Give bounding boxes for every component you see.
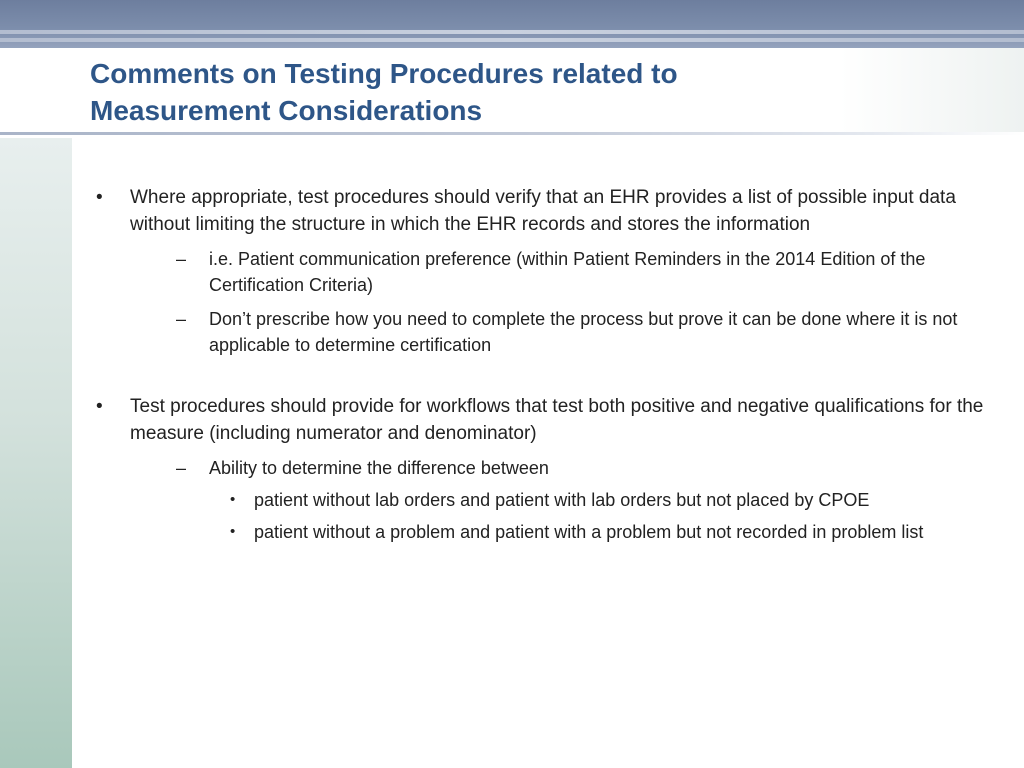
bullet-item xyxy=(96,184,996,358)
top-band xyxy=(0,0,1024,48)
slide-title-line-1: Comments on Testing Procedures related to xyxy=(90,58,678,89)
bullet-marker: • xyxy=(96,396,103,417)
bullet-text: Where appropriate, test procedures should verify that an EHR provides a list of possible input data without limiting the structure in which the EHR records and stores the information xyxy=(130,187,956,235)
bullet-marker: • xyxy=(96,187,103,208)
slide-title xyxy=(90,55,970,129)
left-decorative-bar xyxy=(0,138,72,768)
slide-body xyxy=(96,184,996,545)
dash-marker: – xyxy=(176,249,187,269)
sub-bullet-item xyxy=(130,306,996,358)
top-band-stripe xyxy=(0,38,1024,42)
bullet-text: Test procedures should provide for workflows that test both positive and negative qualifications for the measure (including numerator and denominator) xyxy=(130,396,984,444)
sub-bullet-item xyxy=(130,455,996,481)
slide-title-line-2: Measurement Considerations xyxy=(90,95,483,126)
title-underline xyxy=(0,132,1024,135)
bullet-marker: • xyxy=(230,523,236,540)
bullet-marker: • xyxy=(230,491,236,508)
sub-bullet-item xyxy=(130,246,996,298)
sub-bullet-text: i.e. Patient communication preference (within Patient Reminders in the 2014 Edition of the Certification Criteria) xyxy=(209,249,926,295)
sub-sub-bullet-item xyxy=(130,519,996,545)
sub-bullet-text: Ability to determine the difference between xyxy=(209,458,549,478)
dash-marker: – xyxy=(176,458,187,478)
sub-sub-bullet-text: patient without a problem and patient with a problem but not recorded in problem list xyxy=(254,522,924,542)
sub-sub-bullet-item xyxy=(130,487,996,513)
sub-sub-bullet-text: patient without lab orders and patient with lab orders but not placed by CPOE xyxy=(254,490,870,510)
sub-bullet-text: Don’t prescribe how you need to complete the process but prove it can be done where it is not applicable to determine certification xyxy=(209,309,958,355)
bullet-item xyxy=(96,393,996,545)
dash-marker: – xyxy=(176,309,187,329)
top-band-stripe xyxy=(0,30,1024,34)
